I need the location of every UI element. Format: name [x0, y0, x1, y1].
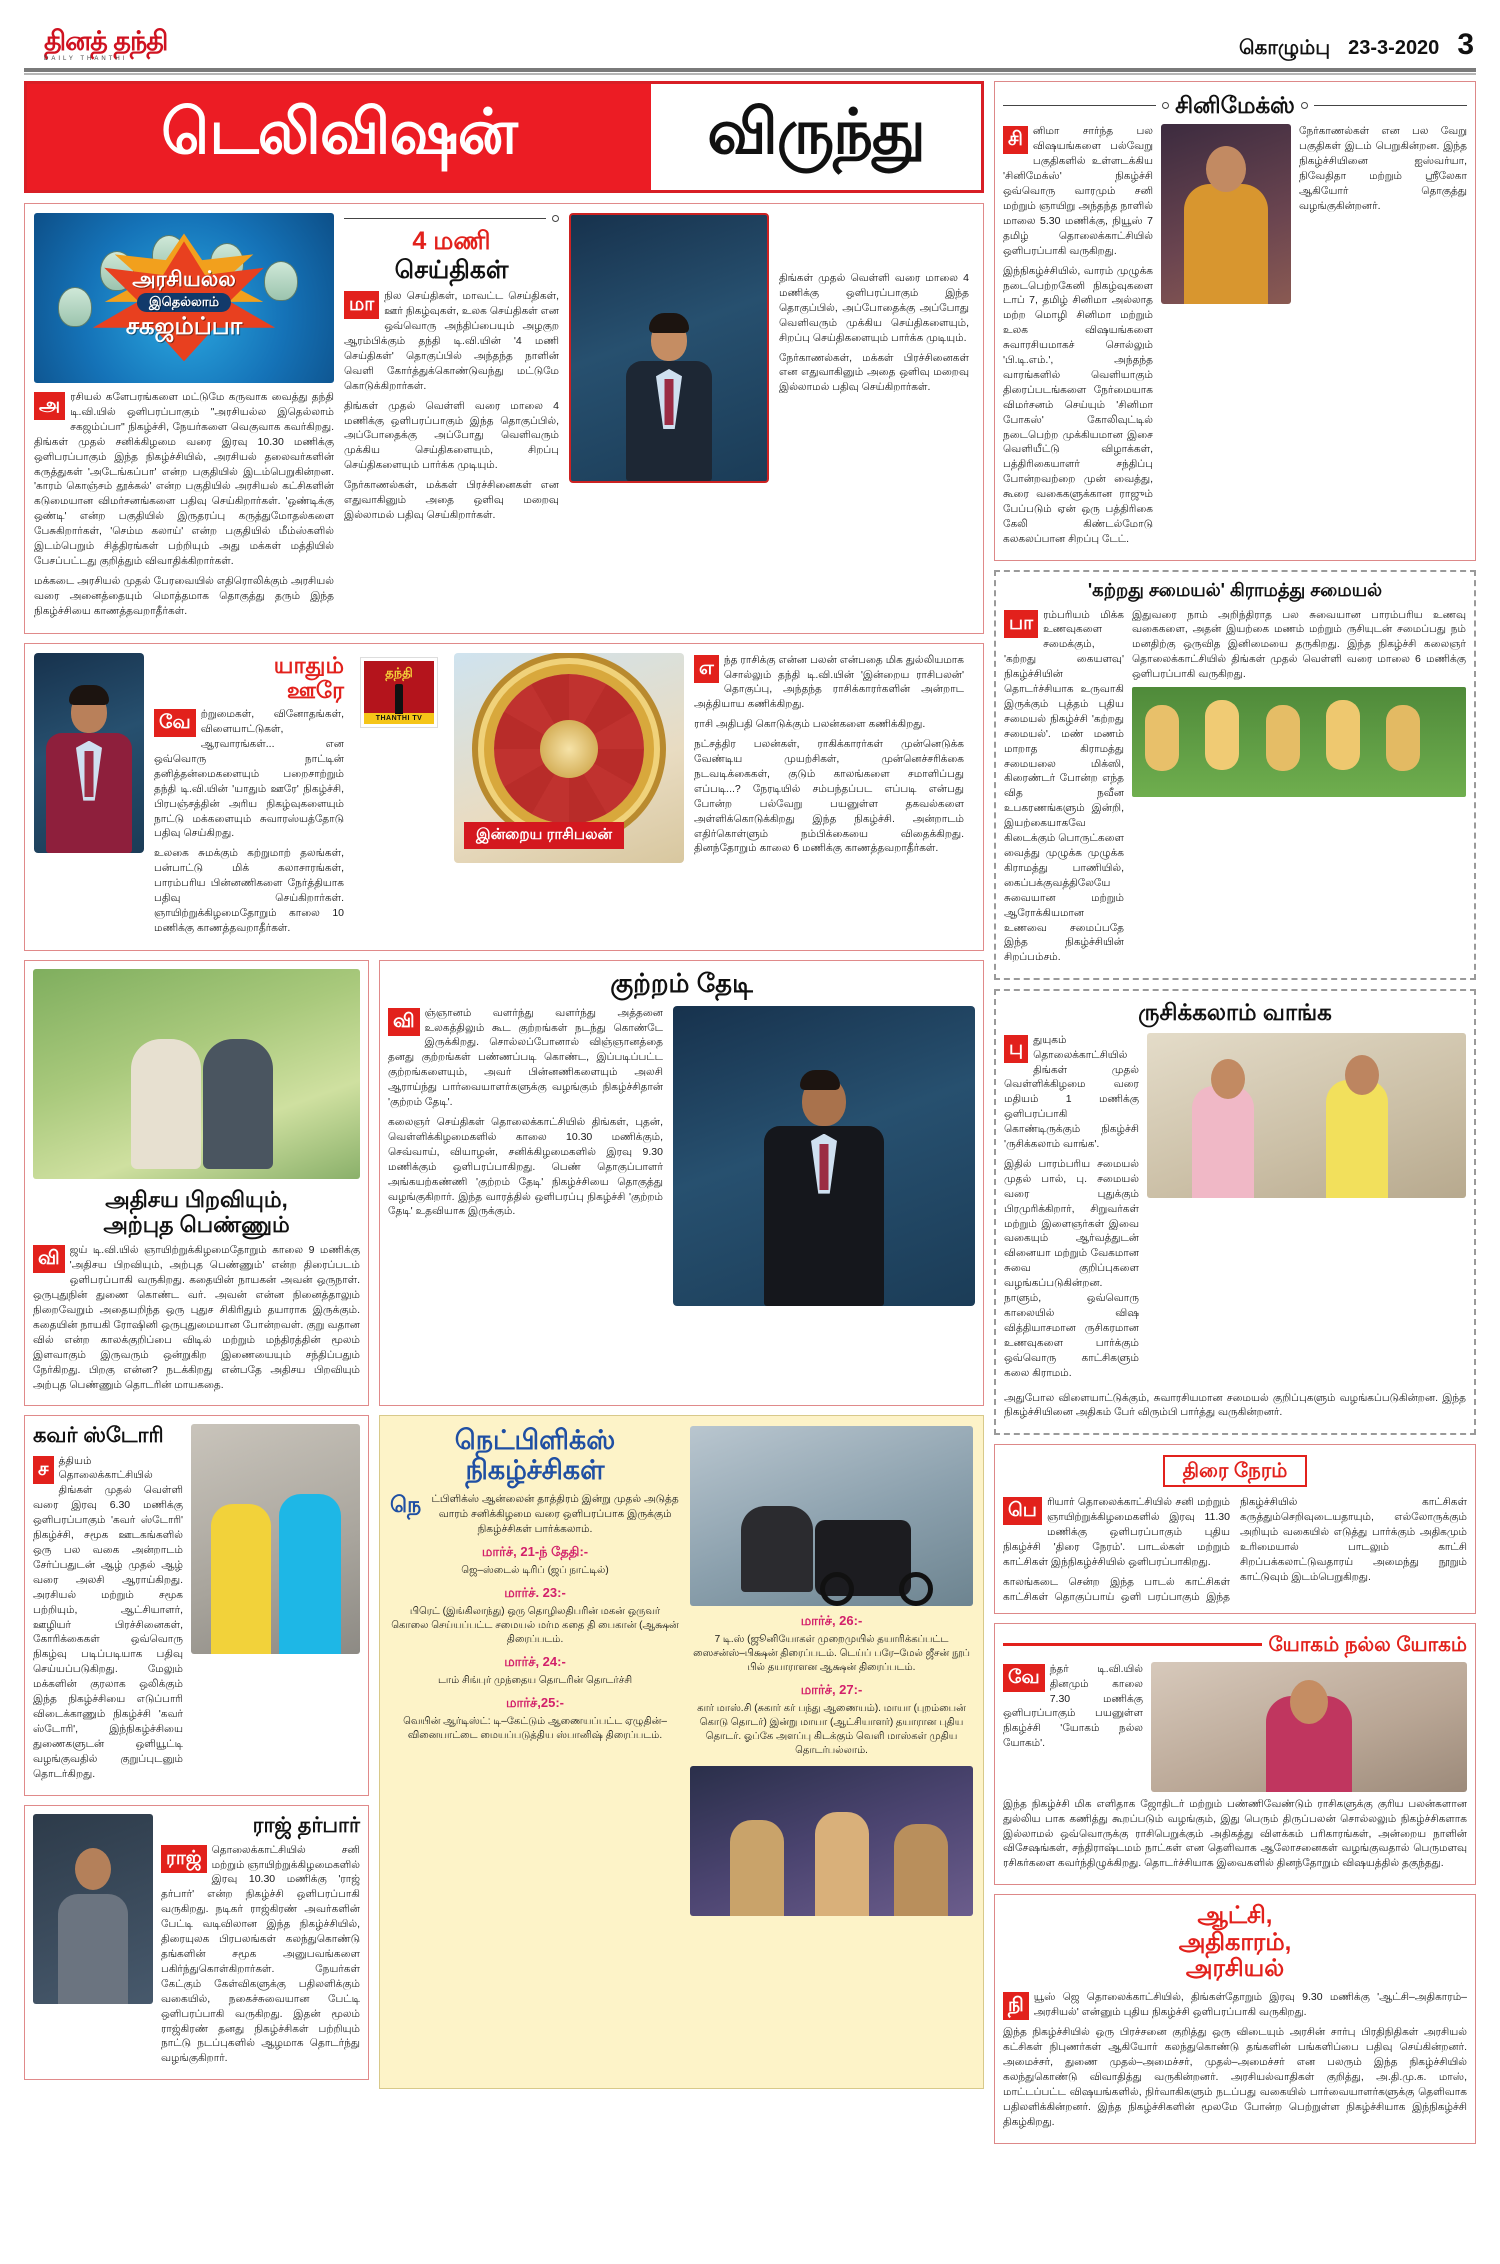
thanthi-tv-logo [360, 657, 438, 728]
rusikkalam-kitchen-photo [1147, 1033, 1466, 1198]
logo-tamil-text: தினத் தந்தி [44, 26, 168, 56]
netflix-dropcap: நெ [390, 1491, 422, 1517]
netflix-entry-date: மார்ச், 27:- [800, 1682, 863, 1698]
masthead-rule-thick [24, 68, 1476, 72]
raj-darbar-dropcap: ராஜ் [161, 1845, 207, 1873]
zodiac-wheel-icon [494, 674, 644, 824]
rasipalan-body-1: ந்த ராசிக்கு என்ன பலன் என்பதை மிக துல்லியமாக சொல்லும் தந்தி டி.வி.யின் 'இன்றைய ராசிபலன்' தொகுப்பு, அந்தந்த ராசிக்காரர்களின் அன்றாட அத்தியாய கணிக்கிறது. [694, 653, 964, 711]
yogam-para-2: இந்த நிகழ்ச்சி மிக எளிதாக ஜோதிடர் மற்றும் பண்ணிவேண்டும் ராசிகளுக்கு குரிய பலன்களான துல்லிய பாக கணித்து கூறப்படும் வழங்கும், இது பெரும் திருப்பலன் சொல்லலும் நிகழ்ச்சிகளாக இல்லாமல் ஒவ்வொருக்கு ராசிபெறுக்கும் அதிகத்து விளக்கம் பரிகாரங்கள், அன்றைய நாளின் விசேஷங்கள், சந்திராஷ்டமம் நாட்கள் என தெளிவாக ஆலோசனைகள் வழங்குவதால் பெருமளவு ரசிகர்களை கவர்ந்திழுக்கிறது. தொடர்ச்சியாக இவைகளில் தினந்தோறும் விஷயத்தில் தகுந்தது. [1003, 1797, 1467, 1870]
banner-word1-text: டெலிவிஷன் [161, 98, 517, 167]
yathum-title-l1: யாதும் [273, 651, 344, 678]
cinemax-dropcap: சி [1003, 126, 1028, 154]
thirai-neram-dropcap: பெ [1003, 1497, 1042, 1525]
news4-continued-column [779, 213, 969, 624]
yogam-title: யோகம் நல்ல யோகம் [1268, 1633, 1467, 1656]
news4-title-red: 4 மணி [412, 227, 491, 255]
netflix-entry-date: மார்ச்,25:- [506, 1694, 564, 1710]
raj-darbar-body-1: தொலைக்காட்சியில் சனி மற்றும் ஞாயிற்றுக்கிழமைகளில் இரவு 10.30 மணிக்கு 'ராஜ் தர்பார்' என்ற நிகழ்ச்சி ஒளிபரப்பாகி வருகிறது. நடிகர் ராஜ்கிரண் அவர்களின் பேட்டி வடிவிலான இந்த நிகழ்ச்சியில், திரையுலக பிரபலங்கள் கலந்துகொண்டு தங்களின் சமூக அனுபவங்களை பகிர்ந்துகொள்கிறார்கள். நேயர்கள் கேட்கும் கேள்விகளுக்கு பதிலளிக்கும் வகையில், நகைச்சுவையான பேட்டி ஒளிபரப்பாகி வருகிறது. இதன் மூலம் ராஜ்கிரண் தனது நிகழ்ச்சிகள் பற்றியும் நாட்டு நடப்புகளில் ஆழமாக தொடர்ந்து வழங்குகிறார். [161, 1843, 360, 2065]
promo-line2: இதெல்லாம் [137, 293, 231, 312]
katrathu-article [994, 570, 1476, 980]
netflix-entry-date: மார்ச், 26:- [800, 1613, 863, 1629]
cover-story-dropcap: ச [33, 1456, 54, 1484]
cinemax-body-1: னிமா சார்ந்த பல விஷயங்களை பல்வேறு பகுதிகளில் உள்ளடக்கிய 'சினிமேக்ஸ்' நிகழ்ச்சி ஒவ்வொரு வாரமும் சனி மற்றும் ஞாயிறு அந்தந்த நாளில் மாலை 5.30 மணிக்கு, நியூஸ் 7 தமிழ் தொலைக்காட்சியில் ஒளிபரப்பாகி வருகிறது. [1003, 125, 1153, 257]
news4-body-1: நில செய்திகள், மாவட்ட செய்திகள், ஊர் நிகழ்வுகள், உலக செய்திகள் என ஒவ்வொரு அந்திப்பையும் அழகுற ஆரம்பிக்கும் தந்தி டி.வி.யின் '4 மணி செய்திகள்' தொகுப்பில் அந்தந்த நாளின் வெளி கோர்த்துக்கொண்டுவந்து மட்டுமே கொடுக்கிறார்கள். [344, 290, 559, 392]
banner-word2-text: விருந்து [707, 98, 925, 167]
rasipalan-article [694, 653, 964, 941]
adhisaya-couple-photo [33, 969, 360, 1179]
netflix-entry-text: 7 டி.ஸ் (ஜூனியோகள் முறைமுயில் தயாரிக்கப்பட்ட ஸைசன்ஸ்–பிக்ஷன் திரைப்படம். டெய்ப் பரே–மேல் ஜீசன் நூப் பில் தயாராளன ஆக்ஷன் திரைப்படம். [693, 1634, 970, 1674]
news4-anchor-photo-wrap [569, 213, 769, 624]
netflix-entry-date: மார்ச், 24:- [504, 1653, 566, 1669]
publication-logo [44, 28, 167, 62]
yogam-article [994, 1623, 1476, 1886]
arasiyalla-article [34, 213, 334, 624]
katrathu-title: 'கற்றது சமையல்' கிராமத்து சமையல் [1087, 579, 1383, 600]
thirai-neram-title: திரை நேரம் [1182, 1460, 1288, 1483]
raj-darbar-para-1 [161, 1843, 360, 2067]
rasipalan-para-1 [694, 653, 964, 713]
arasiyalla-promo-image [34, 213, 334, 383]
adhisaya-dropcap: வி [33, 1245, 65, 1273]
thanthi-tv-logo-top: தந்தி [385, 664, 413, 680]
cover-story-title: கவர் ஸ்டோரி [33, 1424, 164, 1448]
cinemax-para-1 [1003, 124, 1153, 258]
kutram-anchor-photo [673, 1006, 975, 1306]
netflix-title-l2: நிகழ்ச்சிகள் [465, 1455, 605, 1486]
rasipalan-zodiac-image [454, 653, 684, 863]
netflix-entry [390, 1654, 680, 1688]
arasiyalla-para-1 [34, 390, 334, 569]
yathum-dropcap: வே [154, 709, 196, 737]
issue-date: 23-3-2020 [1348, 37, 1440, 59]
katrathu-para-1 [1004, 608, 1124, 966]
news4-title-black: செய்திகள் [394, 255, 509, 284]
aatchi-para-2: இந்த நிகழ்ச்சியில் ஒரு பிரச்சனை குறித்து ஒரு விடையும் அரசின் சார்பு பிரதிநிதிகள் அரசியல் கட்சிகள் நிபுணர்கள் ஆகியோர் கலந்துகொண்டு தங்களின் பங்களிப்பை பதிவு செய்கின்றனர். அமைச்சர், துணை முதல்–அமைச்சர், முதல்–அமைச்சர் என பலரும் இந்த நிகழ்ச்சியில் கலந்துகொண்டு விவாதித்து வருகின்றனர். அரசியல்வாதிகள் குறித்து, அ.தி.மு.க. மாஸ், மாட்டப்பட்ட விஷயங்களில், நிர்வாகிகளும் நடப்பது வகையில் பார்வையாளர்களுக்கு தெளிவாக பதிலளிக்கின்றனர். இந்த நிகழ்ச்சிகளின் மூலமே போன்ற பெற்றுள்ள நிகழ்ச்சியாக இந்நிகழ்ச்சி திகழ்கிறது. [1003, 2026, 1467, 2128]
adhisaya-title-l2: அற்புத பெண்ணும் [103, 1212, 290, 1238]
cover-story-photo [191, 1424, 360, 1654]
rasipalan-para-3: நட்சத்திர பலன்கள், ராகிக்காரர்கள் முன்னெடுக்க வேண்டிய முயற்சிகள், முன்னெச்சரிக்கை நடவடிக்கைகள், குடும் காலங்களை சமாளிப்பது எப்படி...? நேரடியில் சம்பந்தப்பட எப்படி என்பது போன்ற பல்வேறு பயனுள்ள தகவல்களை அள்ளிக்கொடுக்கிறது இந்த நிகழ்ச்சி. அன்றாடம் எதிர்கொள்ளும் நம்பிக்கையை விதைக்கிறது. தினந்தோறும் காலை 6 மணிக்கு காணத்தவறாதீர்கள். [694, 738, 964, 855]
thirai-neram-article [994, 1444, 1476, 1613]
kutram-body-1: ஞ்ஞானம் வளர்ந்து வளர்ந்து அத்தனை உலகத்திலும் கூட குற்றங்கள் நடந்து கொண்டே இருக்கிறது. சொல்லப்போனால் விஞ்ஞானத்தை தனது குற்றங்கள் பண்ணப்படி கொண்ட, இப்படிப்பட்ட குற்றங்களையும், அவர் பின்னணிகளையும் அலசி ஆராய்ந்து பார்வையாளர்களுக்கு வழங்கும் நிகழ்ச்சிதான் 'குற்றம் தேடி'. [388, 1006, 663, 1109]
kutram-para-2: கலைஞர் செய்திகள் தொலைக்காட்சியில் திங்கள், புதன், வெள்ளிக்கிழமைகளில் காலை 10.30 மணிக்கும், செவ்வாய், வியாழன், சனிக்கிழமைகளில் இரவு 9.30 மணிக்கும் ஒளிபரப்பாகிறது. பெண் தொகுப்பாளர் அங்கயற்கண்ணி 'குற்றம் தேடி' நிகழ்ச்சியை தொகுத்து வழங்குகிறார். இந்த வாரத்தில் ஒளிபரப்பு நிகழ்ச்சி 'குற்றம் தேடி' உதவியாக இருக்கும். [388, 1116, 663, 1218]
rasipalan-image-wrap [454, 653, 684, 941]
netflix-entry-text: கார் மாஸ்.சி (சுகார் கர் பந்து ஆணையம்). மாயா (புறம்பைன் கொடு தொடர்) இன்று மாயா (ஆட்சியாளர்) தயாரான புதிய தொடர். ஓப்கே அளப்பு கிடக்கும் வெளி மாஸ்கள் முதிய தொடர்பல்லாம். [697, 1703, 966, 1757]
cinemax-para-2: இந்நிகழ்ச்சியில், வாரம் முழுக்க நடைபெற்றகேனி நிகழ்வுகளை டாப் 7, தமிழ் சினிமா அல்லாத மற்ற மொழி சினிமா மற்றும் உலக விஷயங்களை சுவாரசியமாகச் சொல்லும் 'பி.டி.எம்.', அந்தந்த வாரங்களில் வெளியாகும் திரைப்படங்களை நேர்மையாக விமர்சனம் செய்யும் 'சினிமா போகஸ்' கோலிவுட்டில் நடைபெற்ற முக்கியமான இசை வெளியீட்டு விழாக்கள், பத்திரிகையாளர் சந்திப்பு போன்றவற்றை முன் வைத்து, கூரை வகைகளுக்கான ராஜும் பேப்படும் ஏன் ஒரு பத்திரிகை கேலி கிண்டல்மோடு கலகலப்பான சிறப்பு டேட். [1003, 264, 1153, 545]
masthead-rule-thin [24, 73, 1476, 75]
rasipalan-para-2: ராசி அதிபதி கொடுக்கும் பலன்களை கணிக்கிறது. [694, 718, 926, 731]
katrathu-food-photo [1132, 687, 1466, 797]
promo-line1: அரசியல்ல [132, 268, 236, 291]
yathum-para-2: உலகை சுமக்கும் கற்றுமாற் தலங்கள், பன்பாட்டு மிக் கலாசாரங்கள், பாரம்பரிய பின்னணிகளை நேர்த்தியாக பதிவு செய்கிறார்கள். ஞாயிற்றுக்கிழமைதோறும் காலை 10 மணிக்கு காணத்தவறாதீர்கள். [154, 847, 344, 934]
article-block-second [24, 643, 984, 951]
article-block-top [24, 203, 984, 634]
page-number: 3 [1457, 28, 1474, 61]
dateline [1239, 28, 1474, 62]
netflix-entry-text: ஜெ–ஸ்டைல் டிரிப் (ஜப் நாட்டில்) [461, 1564, 609, 1576]
kutram-title: குற்றம் தேடி [610, 967, 753, 998]
yogam-para-1 [1003, 1662, 1143, 1751]
netflix-article [379, 1415, 984, 2089]
kutram-article [379, 960, 984, 1407]
cover-story-article [24, 1415, 369, 1795]
yogam-body-1: ந்தர் டி.வி.யில் தினமும் காலை 7.30 மணிக்கு ஒளிபரப்பாகும் பயனுள்ள நிகழ்ச்சி 'யோகம் நல்ல யோகம்'. [1003, 1662, 1143, 1750]
netflix-photo-bike [690, 1426, 973, 1606]
adhisaya-body-1: ஜய் டி.வி.யில் ஞாயிற்றுக்கிழமைதோறும் காலை 9 மணிக்கு 'அதிசய பிறவியும், அற்புத பெண்ணும்' என்ற திரைப்படம் ஒளிபரப்பாகி வருகிறது. கதையின் நாயகன் அவன் ஒருநாள். ஒருபுதுநின் துணை கொண்ட வர். அவன் என்ன நினைத்தாலும் நிறைவேறும் அதையறிந்த ஒரு புதுச சிகிரிதும் தயாராக இருக்கும். கதையின் நாயகி ரோஷினி ஒருபுதுமையான போன்றவள். குறு வதான வில் என்ற காலக்குறிப்பை விடில் மற்றும் மந்திரத்தின் மூலம் இளவாகும் இருவரும் ஒன்றுகிற இணையையும் சந்திப்பதும் நேர்கிறது. பிறகு என்ன? நடக்கிறது என்பதே அதிசய பிறவியும் அற்புத பெண்ணும் தொடரின் மாயகதை. [33, 1244, 360, 1391]
news4-article [344, 213, 559, 624]
katrathu-dropcap: பா [1004, 610, 1038, 638]
thirai-neram-para-2: காலங்கடை சென்ற இந்த பாடல் காட்சிகள் காட்சிகள் தொகுப்பாய் ஒளி பரப்பாகும் இந்த நிகழ்ச்சியில் காட்சிகள் கருத்தும்செறிவுடையதாயும், எல்லோருக்கும் அறியும் வகையில் எடுத்து பார்க்கும் அதிகமும் உரிமையால் பாடலும் காட்சி சிறப்பக்கலாட்டுவதாரய் அமைந்து நூறும் காட்டுவும் இடம்பெறுகிறது. [1003, 1496, 1467, 1603]
netflix-photo-anime [690, 1766, 973, 1916]
news4-dropcap: மா [344, 291, 379, 319]
news4-cont-2: நேர்காணல்கள், மக்கள் பிரச்சினைகள் என எதுவாகினும் அதை ஒளிவு மறைவு இல்லாமல் பதிவு செய்கிறார்கள். [779, 351, 969, 394]
thirai-neram-title-frame [1163, 1455, 1308, 1487]
katrathu-body-1: ரம்பரியம் மிக்க உணவுகளை சமைக்கும், 'கற்றது கையளவு' நிகழ்ச்சியின் தொடர்ச்சியாக உருவாகி இருக்கும் புத்தம் புதிய சமையல் நிகழ்ச்சி 'கற்றது சமையல்'. மண் மணம் மாறாத கிராமத்து சமையலை மிக்ஸி, கிரைண்டர் போன்ற எந்த வித நவீன உபகரணங்களும் இன்றி, இயற்கையாகவே கிடைக்கும் பொருட்களை வைத்து முழுக்க முழுக்க கிராமத்து பாணியில், கைப்பக்குவத்திலேயே சுவையான மற்றும் ஆரோக்கியமான உணவை சமைப்பதே இந்த நிகழ்ச்சியின் சிறப்பம்சம். [1004, 608, 1124, 964]
article-block-third [24, 960, 984, 1416]
yathum-title-l2: ஊரே [286, 676, 344, 703]
aatchi-title-l2: அதிகாரம், [1178, 1928, 1292, 1956]
thirai-neram-para-1 [1003, 1495, 1230, 1570]
rusikkalam-body-1: துயுகம் தொலைக்காட்சியில் திங்கள் முதல் வெள்ளிக்கிழமை வரை மதியம் 1 மணிக்கு ஒளிபரப்பாகி கொண்டிருக்கும் நிகழ்ச்சி 'ருசிக்கலாம் வாங்க'. [1004, 1033, 1139, 1151]
rasipalan-label: இன்றைய ராசிபலன் [464, 822, 624, 849]
thanthi-tv-logo-wrap [354, 653, 444, 941]
adhisaya-para-1 [33, 1243, 360, 1392]
netflix-entry-date: மார்ச். 23:- [504, 1584, 566, 1600]
cinemax-title: சினிமேக்ஸ் [1175, 92, 1295, 118]
raj-darbar-photo [33, 1814, 153, 2004]
aatchi-para-1 [1003, 1990, 1467, 2020]
cinemax-para-3: நேர்காணல்கள் என பல வேறு பகுதிகள் இடம் பெறுகின்றன. இந்த நிகழ்ச்சியினை ஐஸ்வர்யா, நிவேதிதா மற்றும் ஸ்ரீலேகா ஆகியோர் தொகுத்து வழங்குகின்றனர். [1299, 125, 1467, 212]
netflix-title-l1: நெட்பிளிக்ஸ் [454, 1425, 616, 1456]
aatchi-dropcap: நி [1003, 1992, 1029, 2020]
news4-anchor-photo [569, 213, 769, 483]
thirai-neram-body-1: ரியார் தொலைக்காட்சியில் சனி மற்றும் ஞாயிற்றுக்கிழமைகளில் இரவு 11.30 மணிக்கு ஒளிபரப்பாகும் புதிய நிகழ்ச்சி 'திரை நேரம்'. பாடல்கள் மற்றும் காட்சிகள் இந்நிகழ்ச்சியில் ஒளிபரப்பாகிறது. [1003, 1496, 1230, 1568]
aatchi-body-1: யூஸ் ஜெ தொலைக்காட்சியில், திங்கள்தோறும் இரவு 9.30 மணிக்கு 'ஆட்சி–அதிகாரம்–அரசியல்' என்னும் புதிய நிகழ்ச்சி ஒளிபரப்பாகி வருகிறது. [1033, 1991, 1467, 2019]
netflix-entry [390, 1695, 680, 1743]
banner-word-television [27, 84, 651, 190]
aatchi-title-l1: ஆட்சி, [1197, 1902, 1273, 1930]
banner-word-virundhu [651, 84, 981, 190]
netflix-entry-text: டாம் சிங்புர் முந்தைய தொடரின் தொடர்ச்சி [437, 1674, 633, 1686]
news4-para-1 [344, 289, 559, 393]
netflix-entry [390, 1544, 680, 1578]
news4-para-3: நேர்காணல்கள், மக்கள் பிரச்சினைகள் என எதுவாகினும் அதை ஒளிவு மறைவு இல்லாமல் பதிவு செய்கிறார்கள். [344, 479, 559, 521]
rusikkalam-para-2: இதில் பாரம்பரிய சமையல் முதல் பால், பு. சமையல் வரை புதுக்கும் பிரமுரிக்கிறார், சிறுவர்கள் மற்றும் இளைஞர்கள் இவை வகையும் ஆர்வத்துடன் வினையா மற்றும் வேகமான சுவை குறிப்புகளை வழங்கப்படுகின்றன. நாளும், ஒவ்வொரு காலையில் விஷ வித்தியாசமான ருசிகரமான உணவுகளை பார்க்கும் ஒவ்வொரு காட்சிகளும் கலை கிராமம். [1004, 1157, 1139, 1379]
yathum-para-1 [154, 707, 344, 841]
netflix-entry [390, 1585, 680, 1647]
rusikkalam-para-1 [1004, 1033, 1139, 1152]
thanthi-tv-logo-bottom: THANTHI TV [364, 713, 434, 724]
yathum-article [154, 653, 344, 941]
cover-story-para-1 [33, 1454, 183, 1782]
article-block-bottom [24, 1415, 984, 2089]
section-banner [24, 81, 984, 193]
rasipalan-dropcap: எ [694, 655, 719, 683]
cover-story-body-1: த்தியம் தொலைக்காட்சியில் திங்கள் முதல் வெள்ளி வரை இரவு 6.30 மணிக்கு ஒளிபரப்பாகும் 'கவர் ஸ்டோரி' நிகழ்ச்சி, சமூக ஊடகங்களில் ஒரு பல வகை அன்றாடம் சேர்ப்பதுடன் ஆழ் முதல் ஆழ் வரை அலசி ஆராய்கிறது. அரசியல் மற்றும் சமூக பற்றியும், ஆட்சியாளர், ஊழியர் பிரச்சினைகள், கோரிக்கைகள் ஒவ்வொரு நிகழ்வு படிப்படியாக பதிவு செய்யப்படுகிறது. மேலும் மக்களின் குரலாக ஒலிக்கும் இந்த நிகழ்ச்சியை எடுப்பாரி விடைக்காணும் நிகழ்ச்சி 'கவர் ஸ்டோரி', இந்நிகழ்ச்சியை துணைகளுடன் ஒளியூட்டி வழங்குவதில் குறுப்புடனும் தொடர்கிறது. [33, 1454, 183, 1780]
netflix-intro-text: ட்பிளிக்ஸ் ஆன்லைன் தாத்திரம் இன்று முதல் அடுத்த வாரம் சனிக்கிழமை வரை ஒளிபரப்பாக இருக்கும் நிகழ்ச்சிகள் பார்க்கலாம். [431, 1492, 679, 1535]
yogam-dropcap: வே [1003, 1664, 1045, 1692]
arasiyalla-dropcap: அ [34, 392, 65, 420]
netflix-entry-date: மார்ச், 21-ந் தேதி:- [481, 1543, 589, 1559]
kutram-dropcap: வி [388, 1008, 420, 1036]
yathum-anchor-photo [34, 653, 144, 853]
netflix-entry [690, 1613, 973, 1675]
netflix-entry [690, 1682, 973, 1758]
adhisaya-title-l1: அதிசய பிறவியும், [105, 1186, 288, 1212]
aatchi-title-l3: அரசியல் [1185, 1955, 1285, 1982]
yathum-photo-wrap [34, 653, 144, 941]
rusikkalam-para-3: அதுபோல விளையாட்டுக்கும், சுவாரசியமான சமையல் குறிப்புகளும் வழங்கப்படுகின்றன. இந்த நிகழ்ச்சியினை அதிகம் பேர் விரும்பி பார்த்து வருகின்றனர். [1004, 1391, 1466, 1419]
netflix-entry-text: வெயின் ஆர்டிஸ்ட்: டி–கேட்டும் ஆணையப்பட்ட ஏழுதின்–வினையாட்டை மையப்படுத்திய ஸ்பானிஷ் திரைப்படம். [403, 1715, 667, 1741]
promo-line3: சகஜம்ப்பா [125, 313, 243, 340]
cinemax-anchor-photo [1161, 124, 1291, 304]
rusikkalam-dropcap: பு [1004, 1035, 1028, 1063]
netflix-entry-text: பிரெட் (இங்கிலாந்து) ஒரு தொழிலதிபரின் மகன் ஒருவர் கொலை செய்யப்பட்ட சமையல் மர்ம கதை தி பைகான் (ஆக்ஷன் திரைப்படம். [391, 1605, 679, 1645]
arasiyalla-para-2: மக்கடை அரசியல் முதல் பேரவையில் எதிரொலிக்கும் அரசியல் வரை அனைத்தையும் மொத்தமாக தொகுத்து தரும் இந்த நிகழ்ச்சியை காணத்தவறாதீர்கள். [34, 574, 334, 617]
kutram-para-1 [388, 1006, 663, 1110]
katrathu-para-2: இதுவரை நாம் அறிந்திராத பல சுவையான பாரம்பரிய உணவு வகைகளை, அதன் இயற்கை மணம் மற்றும் ருசியுடன் சமைப்பது நம் மனதிற்கு ஒருவித இனிமையை தருகிறது. இந்த நிகழ்ச்சி கலைஞர் தொலைக்காட்சியில் திங்கள் முதல் வெள்ளி வரை மாலை 6 மணிக்கு ஒளிபரப்பாகி வருகிறது. [1132, 608, 1466, 681]
edition-name: கொழும்பு [1238, 37, 1331, 59]
yogam-anchor-photo [1151, 1662, 1467, 1792]
cinemax-article [994, 81, 1476, 561]
raj-darbar-title: ராஜ் தர்பார் [252, 1813, 360, 1837]
news4-para-2: திங்கள் முதல் வெள்ளி வரை மாலை 4 மணிக்கு ஒளிபரப்பாகும் இந்த தொகுப்பில், அப்போதைக்கு அப்போது வெளிவரும் முக்கிய செய்திகளையும், சிறப்பு செய்திகளையும் பார்க்க முடியும். [344, 399, 559, 472]
news4-cont-1: திங்கள் முதல் வெள்ளி வரை மாலை 4 மணிக்கு ஒளிபரப்பாகும் இந்த தொகுப்பில், அப்போதைக்கு அப்போது வெளிவரும் முக்கிய செய்திகளையும், சிறப்பு செய்திகளையும் பார்க்க முடியும். [779, 272, 969, 344]
arasiyalla-body-1: ரசியல் களேபரங்களை மட்டுமே கருவாக வைத்து தந்தி டி.வி.யில் ஒளிபரப்பாகும் "அரசியல்ல இதெல்லாம் சகஜம்ப்பா" நிகழ்ச்சி, நேயர்களை வெகுவாக கவர்கிறது. திங்கள் முதல் சனிக்கிழமை வரை இரவு 10.30 மணிக்கு ஒளிபரப்பாகும் இந்த நிகழ்ச்சியில், அரசியல் தலைவர்களின் கருத்துகள் 'அடேங்கப்பா' என்ற பகுதியில் இடம்பெறுகின்றன. 'காரம் கொஞ்சம் தூக்கல்' என்ற பகுதியில் அரசியல் கட்சிகளின் கடுமையான விமர்சனங்களை பதிவு செய்கிறார்கள். 'ஒண்டிக்கு ஒண்டி' என்ற பகுதியில் இருதரப்பு கருத்துமோதல்களை பேசுகிறார்கள், 'செம்ம கலாய்' என்ற பகுதியில் மீம்ஸ்களில் இடம்பெறும் சித்திரங்கள் பற்றியும் அது மக்கள் மத்தியில் பேசப்பட்டது குறித்தும் விவாதிக்கிறார்கள். [34, 391, 334, 567]
netflix-intro [390, 1492, 680, 1537]
adhisaya-article [24, 960, 369, 1407]
aatchi-article [994, 1894, 1476, 2143]
logo-roman-text: DAILY THANTHI [44, 56, 128, 62]
raj-darbar-article [24, 1805, 369, 2081]
rusikkalam-article [994, 989, 1476, 1435]
yathum-body-1: ற்றுமைகள், வினோதங்கள், விளையாட்டுகள், ஆரவாரங்கள்... என ஒவ்வொரு நாட்டின் தனித்தன்மைகளையும் பறைசாற்றும் தந்தி டி.வி.யின் 'யாதும் ஊரே' நிகழ்ச்சி, பிரபஞ்சத்தின் அரிய நிகழ்வுகளையும் நாட்டு மக்களையும் சுவாரஸ்யத்தோடு பதிவு செய்கிறது. [154, 708, 344, 840]
rusikkalam-title: ருசிக்கலாம் வாங்க [1138, 999, 1332, 1026]
masthead [14, 10, 1486, 62]
